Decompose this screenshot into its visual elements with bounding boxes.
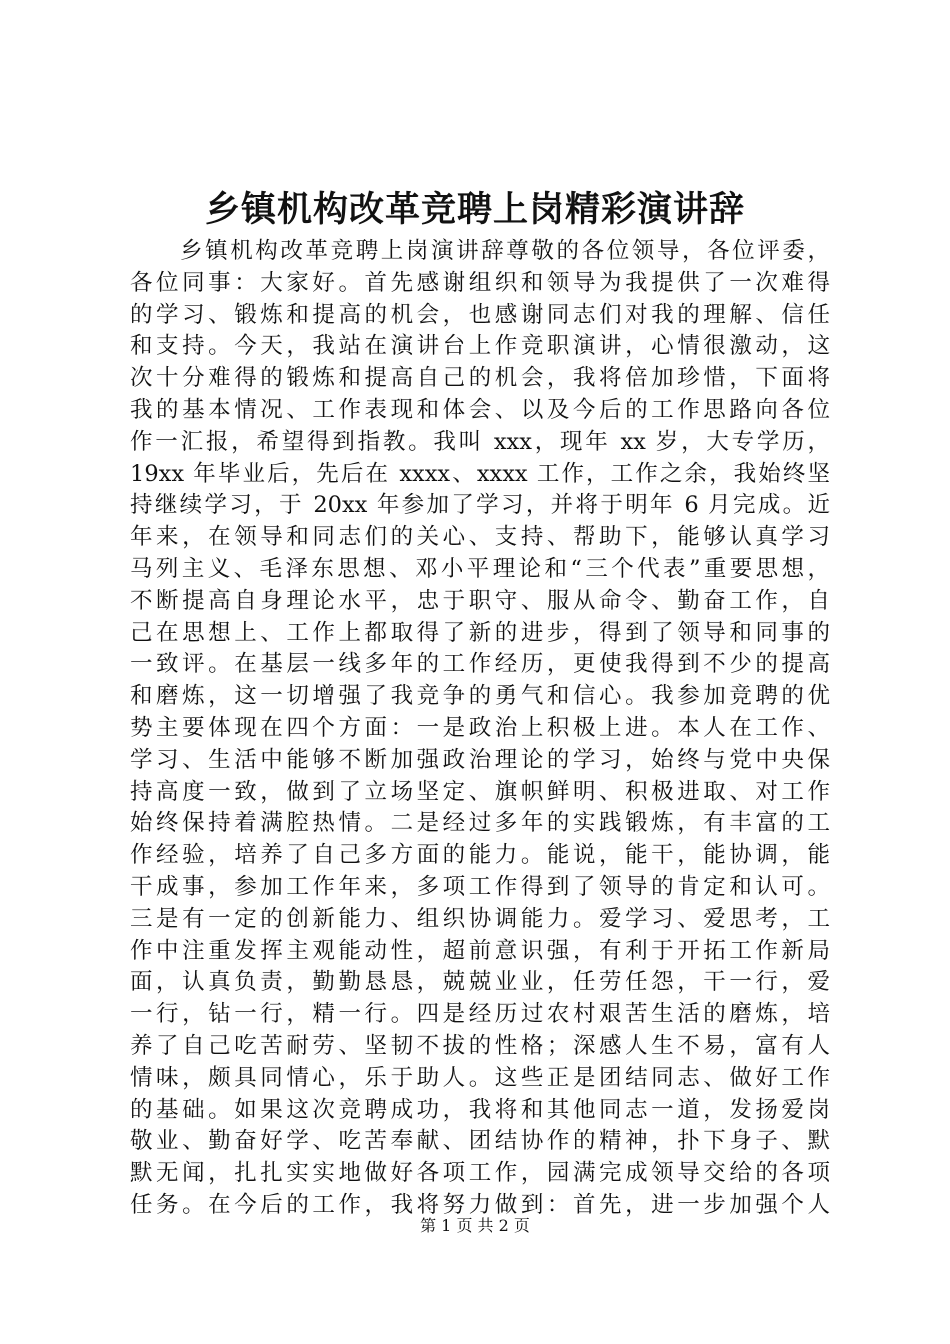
body-line: 作中注重发挥主观能动性，超前意识强，有利于开拓工作新局: [130, 937, 830, 964]
body-line: 学习、生活中能够不断加强政治理论的学习，始终与党中央保: [130, 746, 830, 773]
body-line: 年来，在领导和同志们的关心、支持、帮助下，能够认真学习: [130, 524, 830, 551]
body-line: 势主要体现在四个方面：一是政治上积极上进。本人在工作、: [130, 714, 830, 741]
body-line: 一致评。在基层一线多年的工作经历，更使我得到不少的提高: [130, 651, 830, 678]
body-line: 任务。在今后的工作，我将努力做到：首先，进一步加强个人: [130, 1191, 830, 1218]
body-line: 乡镇机构改革竞聘上岗演讲辞尊敬的各位领导，各位评委，: [180, 238, 830, 264]
body-line: 始终保持着满腔热情。二是经过多年的实践锻炼，有丰富的工: [130, 810, 830, 837]
body-line: 19xx 年毕业后，先后在 xxxx、xxxx 工作，工作之余，我始终坚: [130, 460, 830, 487]
body-line: 作一汇报，希望得到指教。我叫 xxx，现年 xx 岁，大专学历，: [130, 428, 830, 455]
body-line: 默无闻，扎扎实实地做好各项工作，园满完成领导交给的各项: [130, 1160, 830, 1187]
body-line: 各位同事：大家好。首先感谢组织和领导为我提供了一次难得: [130, 269, 830, 296]
body-line: 敬业、勤奋好学、吃苦奉献、团结协作的精神，扑下身子、默: [130, 1128, 830, 1155]
body-line: 情味，颇具同情心，乐于助人。这些正是团结同志、做好工作: [130, 1064, 830, 1091]
body-line: 持高度一致，做到了立场坚定、旗帜鲜明、积极进取、对工作: [130, 778, 830, 805]
body-line: 和支持。今天，我站在演讲台上作竞职演讲，心情很激动，这: [130, 333, 830, 360]
body-line: 干成事，参加工作年来，多项工作得到了领导的肯定和认可。: [130, 873, 830, 900]
body-line: 次十分难得的锻炼和提高自己的机会，我将倍加珍惜，下面将: [130, 365, 830, 392]
document-title: 乡镇机构改革竞聘上岗精彩演讲辞: [204, 190, 745, 230]
body-line: 和磨炼，这一切增强了我竞争的勇气和信心。我参加竞聘的优: [130, 683, 830, 710]
body-line: 养了自己吃苦耐劳、坚韧不拔的性格；深感人生不易，富有人: [130, 1032, 830, 1059]
page-number-footer: 第 1 页 共 2 页: [420, 1216, 530, 1235]
body-line: 持继续学习，于 20xx 年参加了学习，并将于明年 6 月完成。近: [130, 492, 830, 519]
body-line: 不断提高自身理论水平，忠于职守、服从命令、勤奋工作，自: [130, 587, 830, 614]
body-line: 的学习、锻炼和提高的机会，也感谢同志们对我的理解、信任: [130, 301, 830, 328]
body-line: 面，认真负责，勤勤恳恳，兢兢业业，任劳任怨，干一行，爱: [130, 969, 830, 996]
body-line: 己在思想上、工作上都取得了新的进步，得到了领导和同事的: [130, 619, 830, 646]
body-line: 三是有一定的创新能力、组织协调能力。爱学习、爱思考，工: [130, 905, 830, 932]
body-line: 马列主义、毛泽东思想、邓小平理论和“三个代表”重要思想，: [130, 555, 830, 582]
body-line: 我的基本情况、工作表现和体会、以及今后的工作思路向各位: [130, 396, 830, 423]
body-line: 作经验，培养了自己多方面的能力。能说，能干，能协调，能: [130, 842, 830, 869]
document-body: [130, 236, 830, 1222]
body-line: 一行，钻一行，精一行。四是经历过农村艰苦生活的磨炼，培: [130, 1001, 830, 1028]
body-line: 的基础。如果这次竞聘成功，我将和其他同志一道，发扬爱岗: [130, 1096, 830, 1123]
